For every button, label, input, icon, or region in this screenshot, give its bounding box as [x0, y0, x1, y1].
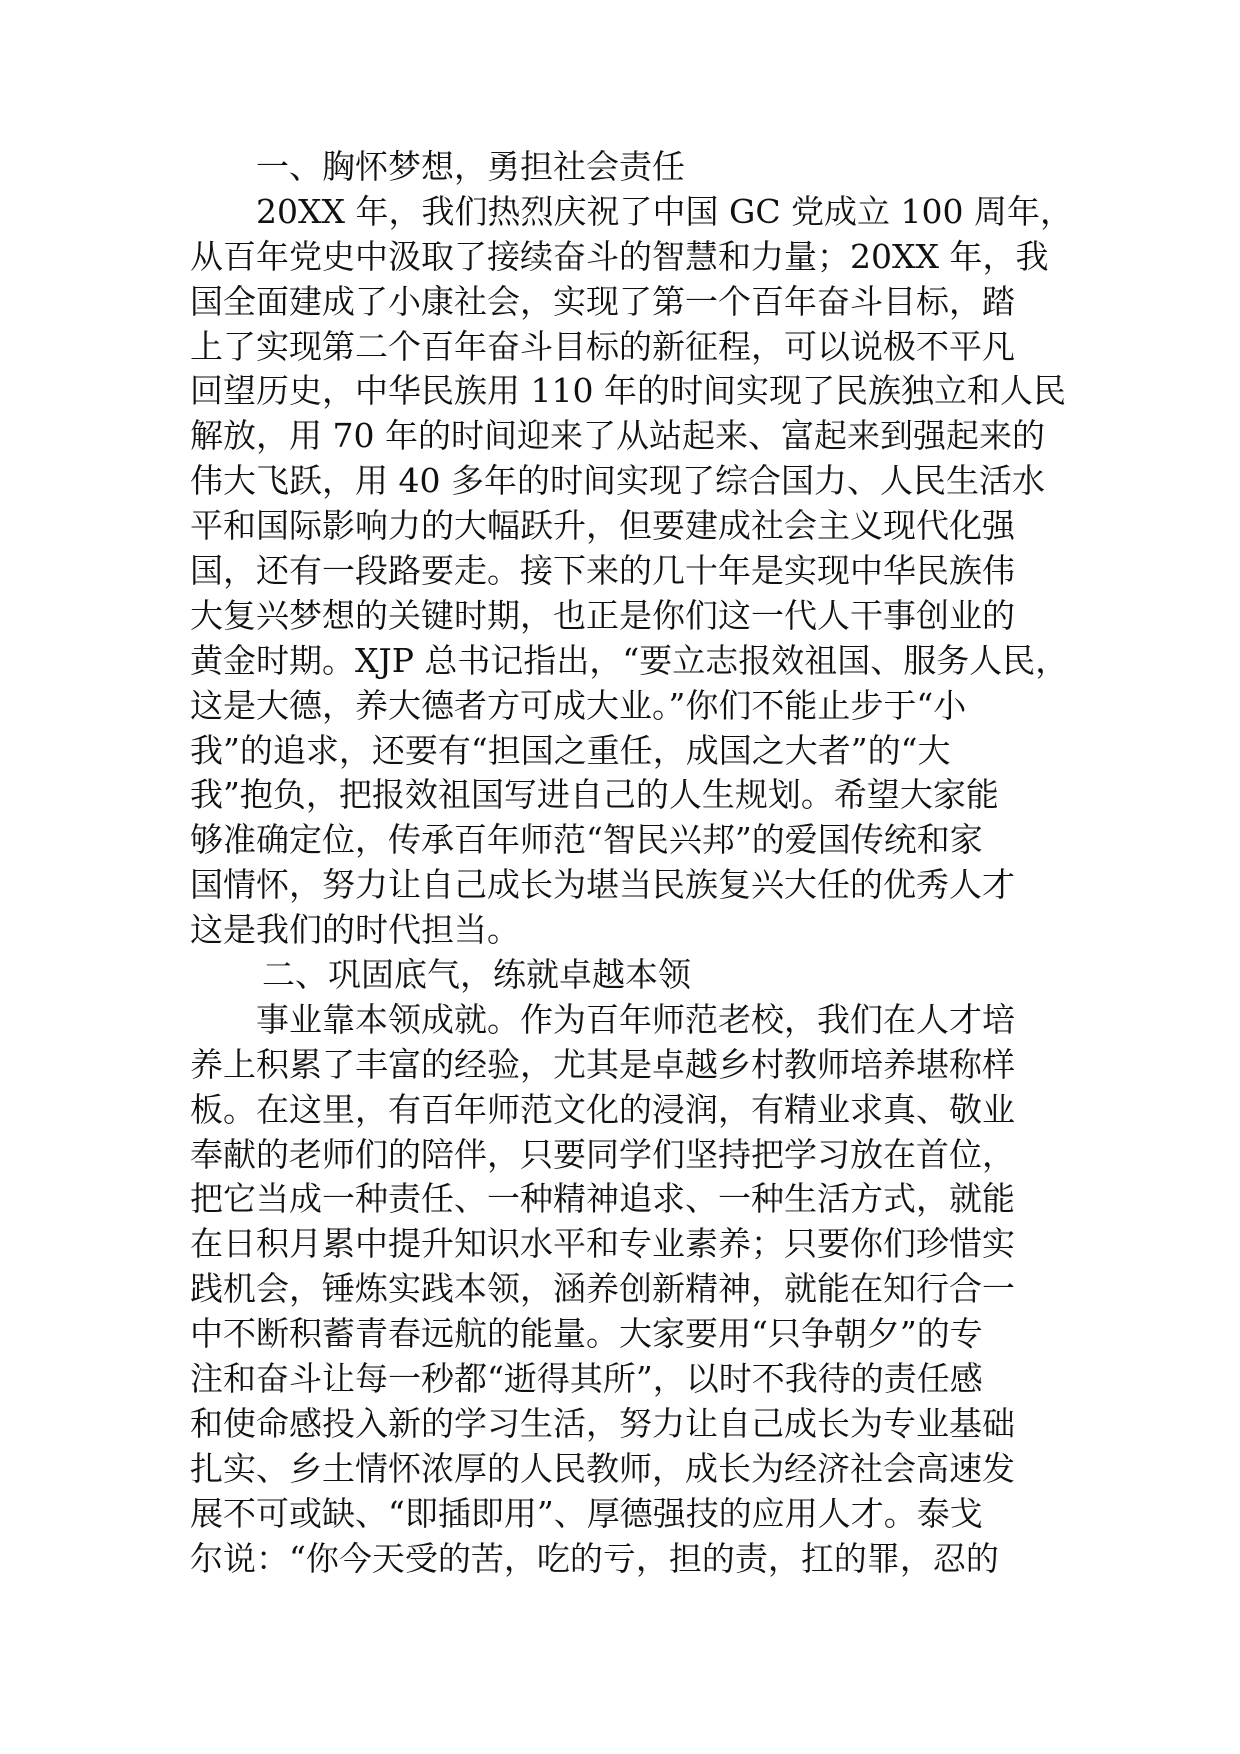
paragraph-line: 黄金时期。XJP 总书记指出，“要立志报效祖国、服务人民，	[190, 640, 1069, 680]
paragraph-line: 中不断积蓄青春远航的能量。大家要用“只争朝夕”的专	[190, 1314, 983, 1354]
paragraph-line: 回望历史，中华民族用 110 年的时间实现了民族独立和人民	[190, 371, 1066, 411]
paragraph-line: 在日积月累中提升知识水平和专业素养；只要你们珍惜实	[190, 1224, 1015, 1264]
paragraph-line: 这是大德，养大德者方可成大业。”你们不能止步于“小	[190, 685, 967, 725]
paragraph-line: 大复兴梦想的关键时期，也正是你们这一代人干事创业的	[190, 595, 1015, 635]
paragraph-line: 养上积累了丰富的经验，尤其是卓越乡村教师培养堪称样	[190, 1044, 1015, 1084]
paragraph-line: 伟大飞跃，用 40 多年的时间实现了综合国力、人民生活水	[190, 461, 1045, 501]
paragraph-line: 展不可或缺、“即插即用”、厚德强技的应用人才。泰戈	[190, 1493, 983, 1533]
paragraph-line: 我”的追求，还要有“担国之重任，成国之大者”的“大	[190, 730, 951, 770]
document-page	[190, 145, 1074, 1582]
paragraph-line: 我”抱负，把报效祖国写进自己的人生规划。希望大家能	[190, 775, 999, 815]
paragraph-line: 践机会，锤炼实践本领，涵养创新精神，就能在知行合一	[190, 1269, 1015, 1309]
paragraph-line: 从百年党史中汲取了接续奋斗的智慧和力量；20XX 年，我	[190, 236, 1049, 276]
paragraph-line: 事业靠本领成就。作为百年师范老校，我们在人才培	[256, 999, 1015, 1039]
paragraph-line: 平和国际影响力的大幅跃升，但要建成社会主义现代化强	[190, 506, 1015, 546]
paragraph-line: 国情怀，努力让自己成长为堪当民族复兴大任的优秀人才	[190, 865, 1015, 905]
paragraph-line: 国，还有一段路要走。接下来的几十年是实现中华民族伟	[190, 551, 1015, 591]
paragraph-line: 上了实现第二个百年奋斗目标的新征程，可以说极不平凡	[190, 326, 1015, 366]
paragraph-line: 解放，用 70 年的时间迎来了从站起来、富起来到强起来的	[190, 416, 1045, 456]
paragraph-line: 和使命感投入新的学习生活，努力让自己成长为专业基础	[190, 1403, 1015, 1443]
paragraph-line: 奉献的老师们的陪伴，只要同学们坚持把学习放在首位，	[190, 1134, 1015, 1174]
paragraph-line: 20XX 年，我们热烈庆祝了中国 GC 党成立 100 周年，	[256, 191, 1074, 231]
section-1-heading: 一、胸怀梦想，勇担社会责任	[256, 147, 685, 186]
paragraph-line: 国全面建成了小康社会，实现了第一个百年奋斗目标，踏	[190, 281, 1015, 321]
paragraph-line: 注和奋斗让每一秒都“逝得其所”，以时不我待的责任感	[190, 1359, 983, 1399]
paragraph-line: 够准确定位，传承百年师范“智民兴邦”的爱国传统和家	[190, 820, 983, 860]
paragraph-line: 这是我们的时代担当。	[190, 910, 520, 950]
paragraph-line: 扎实、乡土情怀浓厚的人民教师，成长为经济社会高速发	[190, 1448, 1015, 1488]
paragraph-line: 把它当成一种责任、一种精神追求、一种生活方式，就能	[190, 1179, 1015, 1219]
paragraph-line: 板。在这里，有百年师范文化的浸润，有精业求真、敬业	[190, 1089, 1015, 1129]
section-2-heading: 二、巩固底气，练就卓越本领	[262, 955, 691, 995]
paragraph-line: 尔说：“你今天受的苦，吃的亏，担的责，扛的罪，忍的	[190, 1538, 999, 1578]
